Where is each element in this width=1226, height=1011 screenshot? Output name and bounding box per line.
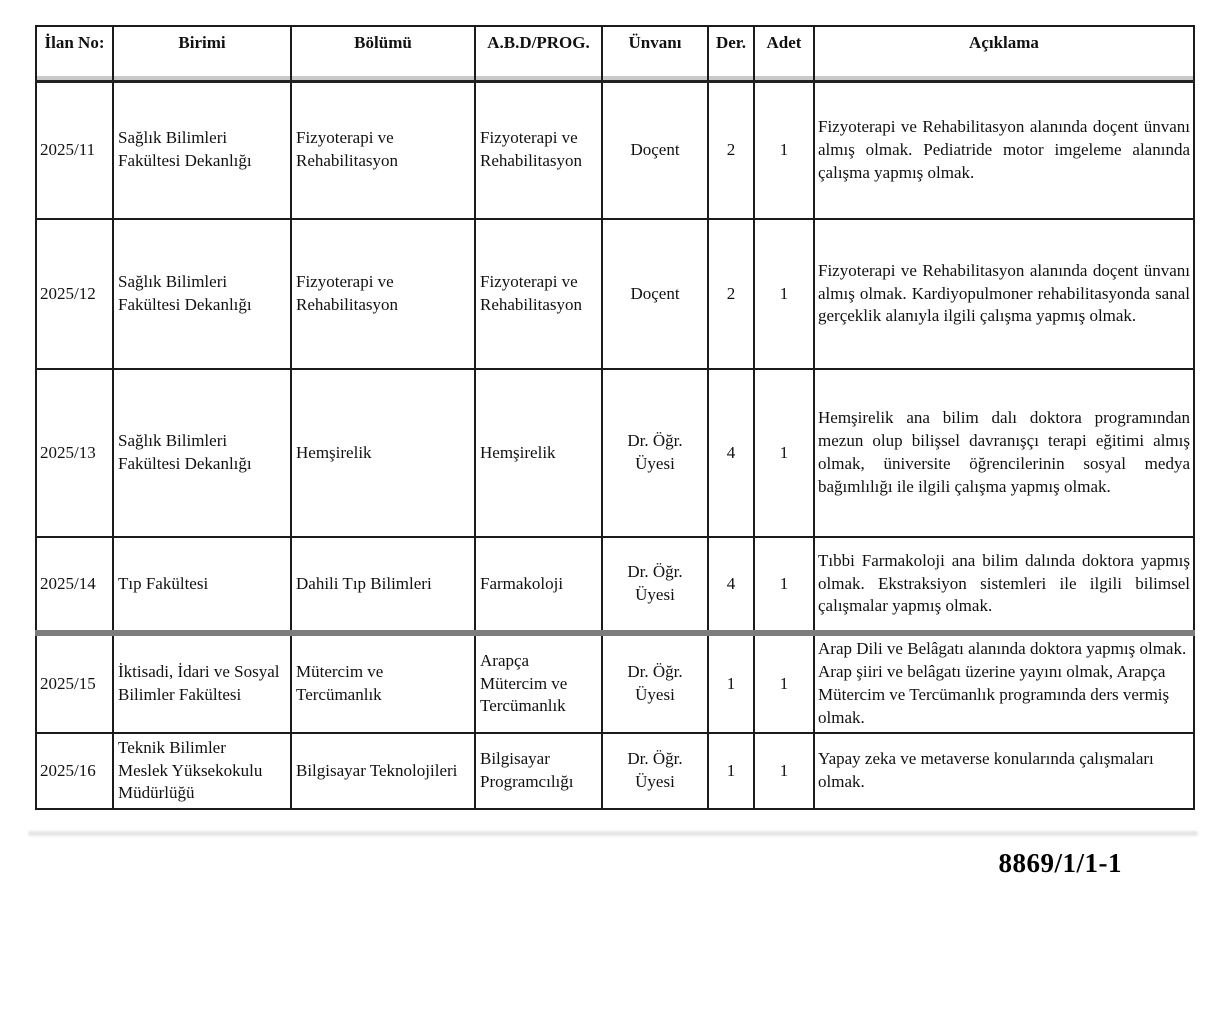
cell-ilan-no: 2025/15: [36, 633, 113, 733]
cell-unvani: Dr. Öğr. Üyesi: [602, 633, 708, 733]
cell-birimi: Sağlık Bilimleri Fakültesi Dekanlığı: [113, 219, 291, 369]
cell-der: 2: [708, 219, 754, 369]
cell-aciklama: Hemşirelik ana bilim dalı doktora programından mezun olup bilişsel davranışçı terapi eğitimi almış olmak, üniversite öğrencilerinin sosyal medya bağımlılığı ile ilgili çalışma yapmış olmak.: [814, 369, 1194, 537]
cell-unvani: Dr. Öğr. Üyesi: [602, 369, 708, 537]
table-row: [36, 219, 1194, 369]
page-reference-number: 8869/1/1-1: [998, 848, 1122, 878]
cell-unvani: Doçent: [602, 81, 708, 219]
cell-unvani: Dr. Öğr. Üyesi: [602, 537, 708, 633]
table-row: [36, 537, 1194, 633]
cell-ilan-no: 2025/16: [36, 733, 113, 809]
cell-aciklama: Tıbbi Farmakoloji ana bilim dalında doktora yapmış olmak. Ekstraksiyon sistemleri ile ilgili bilimsel çalışmalar yapmış olmak.: [814, 537, 1194, 633]
cell-bolumu: Bilgisayar Teknolojileri: [291, 733, 475, 809]
cell-der: 4: [708, 537, 754, 633]
cell-unvani: Doçent: [602, 219, 708, 369]
cell-aciklama: Arap Dili ve Belâgatı alanında doktora yapmış olmak. Arap şiiri ve belâgatı üzerine yayını olmak, Arapça Mütercim ve Tercümanlık programında ders vermiş olmak.: [814, 633, 1194, 733]
academic-positions-table: [35, 25, 1195, 810]
table-row: [36, 81, 1194, 219]
cell-adet: 1: [754, 633, 814, 733]
table-row: [36, 633, 1194, 733]
cell-aciklama: Yapay zeka ve metaverse konularında çalışmaları olmak.: [814, 733, 1194, 809]
cell-ilan-no: 2025/13: [36, 369, 113, 537]
cell-abd-prog: Fizyoterapi ve Rehabilitasyon: [475, 81, 602, 219]
column-header-birimi: Birimi: [113, 26, 291, 81]
cell-der: 1: [708, 633, 754, 733]
column-header-der: Der.: [708, 26, 754, 81]
column-header-bolumu: Bölümü: [291, 26, 475, 81]
cell-birimi: İktisadi, İdari ve Sosyal Bilimler Fakültesi: [113, 633, 291, 733]
cell-abd-prog: Fizyoterapi ve Rehabilitasyon: [475, 219, 602, 369]
cell-aciklama: Fizyoterapi ve Rehabilitasyon alanında doçent ünvanı almış olmak. Kardiyopulmoner rehabilitasyonda sanal gerçeklik alanıyla ilgili çalışma yapmış olmak.: [814, 219, 1194, 369]
column-header-abd-prog: A.B.D/PROG.: [475, 26, 602, 81]
cell-aciklama: Fizyoterapi ve Rehabilitasyon alanında doçent ünvanı almış olmak. Pediatride motor imgeleme alanında çalışma yapmış olmak.: [814, 81, 1194, 219]
table-row: [36, 733, 1194, 809]
table-row: [36, 369, 1194, 537]
column-header-aciklama: Açıklama: [814, 26, 1194, 81]
cell-adet: 1: [754, 537, 814, 633]
cell-birimi: Sağlık Bilimleri Fakültesi Dekanlığı: [113, 369, 291, 537]
scan-artifact-line: [28, 831, 1198, 836]
cell-adet: 1: [754, 81, 814, 219]
cell-der: 1: [708, 733, 754, 809]
cell-bolumu: Fizyoterapi ve Rehabilitasyon: [291, 81, 475, 219]
cell-bolumu: Fizyoterapi ve Rehabilitasyon: [291, 219, 475, 369]
cell-abd-prog: Bilgisayar Programcılığı: [475, 733, 602, 809]
cell-birimi: Tıp Fakültesi: [113, 537, 291, 633]
table-body: [36, 81, 1194, 809]
cell-bolumu: Dahili Tıp Bilimleri: [291, 537, 475, 633]
cell-abd-prog: Hemşirelik: [475, 369, 602, 537]
cell-bolumu: Mütercim ve Tercümanlık: [291, 633, 475, 733]
column-header-adet: Adet: [754, 26, 814, 81]
cell-ilan-no: 2025/12: [36, 219, 113, 369]
cell-adet: 1: [754, 369, 814, 537]
cell-adet: 1: [754, 733, 814, 809]
cell-der: 2: [708, 81, 754, 219]
cell-birimi: Sağlık Bilimleri Fakültesi Dekanlığı: [113, 81, 291, 219]
column-header-unvani: Ünvanı: [602, 26, 708, 81]
cell-bolumu: Hemşirelik: [291, 369, 475, 537]
cell-adet: 1: [754, 219, 814, 369]
cell-abd-prog: Farmakoloji: [475, 537, 602, 633]
header-row: [36, 26, 1194, 81]
cell-abd-prog: Arapça Mütercim ve Tercümanlık: [475, 633, 602, 733]
cell-ilan-no: 2025/14: [36, 537, 113, 633]
cell-birimi: Teknik Bilimler Meslek Yüksekokulu Müdürlüğü: [113, 733, 291, 809]
cell-ilan-no: 2025/11: [36, 81, 113, 219]
cell-unvani: Dr. Öğr. Üyesi: [602, 733, 708, 809]
column-header-ilan-no: İlan No:: [36, 26, 113, 81]
cell-der: 4: [708, 369, 754, 537]
